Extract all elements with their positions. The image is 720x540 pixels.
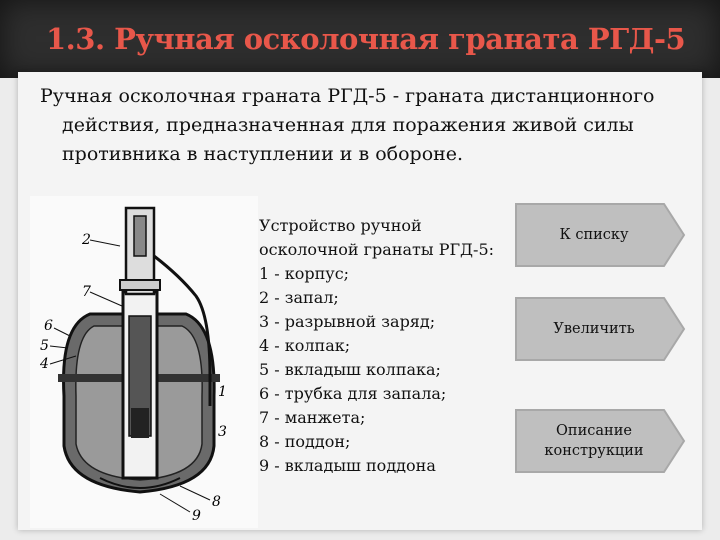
legend-heading-line1: Устройство ручной: [259, 216, 422, 235]
grenade-diagram: [30, 196, 258, 528]
grenade-cross-section-drawing: [30, 196, 258, 528]
diagram-label-1: 1: [218, 384, 227, 400]
device-legend: [259, 214, 519, 478]
legend-item: 9 - вкладыш поддона: [259, 456, 436, 475]
legend-item: 6 - трубка для запала;: [259, 384, 447, 403]
diagram-label-5: 5: [40, 338, 49, 354]
legend-item: 7 - манжета;: [259, 408, 366, 427]
intro-text: Ручная осколочная граната РГД-5 - граната дистанционного действия, предназначенная для поражения живой силы противника в наступлении и в обороне.: [40, 85, 655, 165]
legend-item: 2 - запал;: [259, 288, 339, 307]
legend-item: 3 - разрывной заряд;: [259, 312, 436, 331]
diagram-label-4: 4: [40, 356, 49, 372]
diagram-label-7: 7: [82, 284, 91, 300]
diagram-label-9: 9: [192, 508, 201, 524]
legend-item: 8 - поддон;: [259, 432, 351, 451]
legend-item: 1 - корпус;: [259, 264, 350, 283]
legend-heading-line2: осколочной гранаты РГД-5:: [259, 240, 495, 259]
slide-title: 1.3. Ручная осколочная граната РГД-5: [46, 22, 686, 56]
legend-item: 4 - колпак;: [259, 336, 351, 355]
description-label: Описание конструкции: [544, 423, 644, 459]
to-list-label: К списку: [559, 227, 629, 243]
legend-item: 5 - вкладыш колпака;: [259, 360, 441, 379]
diagram-label-2: 2: [82, 232, 91, 248]
diagram-label-8: 8: [212, 494, 221, 510]
description-button[interactable]: [514, 408, 686, 474]
zoom-label: Увеличить: [553, 321, 635, 337]
diagram-label-3: 3: [218, 424, 227, 440]
to-list-button[interactable]: [514, 202, 686, 268]
zoom-button[interactable]: [514, 296, 686, 362]
diagram-label-6: 6: [44, 318, 53, 334]
